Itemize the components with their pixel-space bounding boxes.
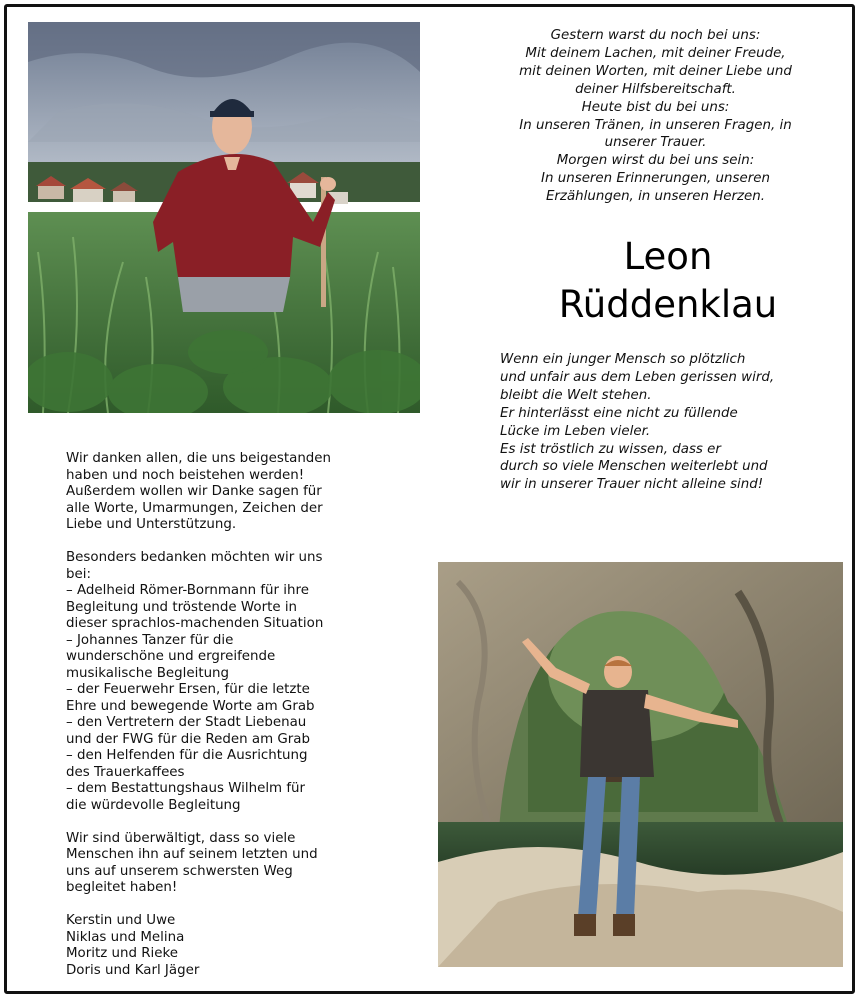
poem-line: Mit deinem Lachen, mit deiner Freude, <box>525 45 786 61</box>
thanks-block <box>66 451 396 979</box>
thanks-line: bei: <box>66 566 91 582</box>
thanks-line: Moritz und Rieke <box>66 946 179 961</box>
thanks-line <box>66 534 396 551</box>
thanks-line: uns auf unserem schwersten Weg <box>66 863 293 879</box>
poem-line: In unseren Erinnerungen, unseren <box>541 171 770 187</box>
thanks-line: alle Worte, Umarmungen, Zeichen der <box>66 500 323 516</box>
poem-line: Gestern warst du noch bei uns: <box>550 28 761 43</box>
thanks-line: und der FWG für die Reden am Grab <box>66 731 310 747</box>
verse-line: Wenn ein junger Mensch so plötzlich <box>500 352 746 367</box>
poem-line: Morgen wirst du bei uns sein: <box>556 153 755 169</box>
thanks-line: wunderschöne und ergreifende <box>66 649 276 664</box>
thanks-line: Besonders bedanken möchten wir uns <box>66 550 323 565</box>
thanks-line: Liebe und Unterstützung. <box>66 517 237 532</box>
verse-line: und unfair aus dem Leben gerissen wird, <box>500 369 775 385</box>
poem-block <box>478 27 833 206</box>
verse-block <box>500 351 845 494</box>
poem-line: Heute bist du bei uns: <box>581 99 730 115</box>
thanks-line: – den Vertretern der Stadt Liebenau <box>66 715 307 730</box>
thanks-line: Wir danken allen, die uns beigestanden <box>66 451 332 466</box>
deceased-first-name: Leon <box>623 235 713 278</box>
verse-line: Er hinterlässt eine nicht zu füllende <box>500 405 738 421</box>
verse-line: Lücke im Leben vieler. <box>500 423 651 439</box>
thanks-line: Außerdem wollen wir Danke sagen für <box>66 484 322 499</box>
thanks-line: – dem Bestattungshaus Wilhelm für <box>66 781 306 796</box>
thanks-line: die würdevolle Begleitung <box>66 797 241 813</box>
photo-rock-arch <box>438 562 843 967</box>
poem-line: mit deinen Worten, mit deiner Liebe und <box>519 63 792 79</box>
thanks-line: dieser sprachlos-machenden Situation <box>66 616 324 631</box>
poem-line: In unseren Tränen, in unseren Fragen, in <box>519 117 792 133</box>
thanks-line: Ehre und bewegende Worte am Grab <box>66 698 315 714</box>
verse-line: durch so viele Menschen weiterlebt und <box>500 459 768 475</box>
thanks-line: Menschen ihn auf seinem letzten und <box>66 847 318 862</box>
thanks-line <box>66 897 396 914</box>
thanks-line: haben und noch beistehen werden! <box>66 467 305 483</box>
thanks-line: – Adelheid Römer-Bornmann für ihre <box>66 583 309 598</box>
thanks-line: Niklas und Melina <box>66 929 185 945</box>
thanks-line <box>66 814 396 831</box>
verse-line: bleibt die Welt stehen. <box>500 387 652 403</box>
poem-line: deiner Hilfsbereitschaft. <box>575 81 736 97</box>
thanks-line: Doris und Karl Jäger <box>66 962 200 978</box>
thanks-line: – den Helfenden für die Ausrichtung <box>66 748 308 763</box>
thanks-line: Wir sind überwältigt, dass so viele <box>66 830 296 846</box>
thanks-line: des Trauerkaffees <box>66 764 185 780</box>
thanks-line: begleitet haben! <box>66 880 178 895</box>
thanks-line: Kerstin und Uwe <box>66 913 176 928</box>
photo-field-portrait <box>28 22 420 413</box>
deceased-last-name: Rüddenklau <box>558 283 778 326</box>
poem-line: Erzählungen, in unseren Herzen. <box>545 189 766 205</box>
thanks-line: – der Feuerwehr Ersen, für die letzte <box>66 682 310 697</box>
thanks-line: – Johannes Tanzer für die <box>66 632 234 648</box>
thanks-line: musikalische Begleitung <box>66 665 230 681</box>
verse-line: Es ist tröstlich zu wissen, dass er <box>500 441 721 457</box>
verse-line: wir in unserer Trauer nicht alleine sind! <box>500 477 764 493</box>
poem-line: unserer Trauer. <box>604 135 707 151</box>
thanks-line: Begleitung und tröstende Worte in <box>66 599 298 615</box>
